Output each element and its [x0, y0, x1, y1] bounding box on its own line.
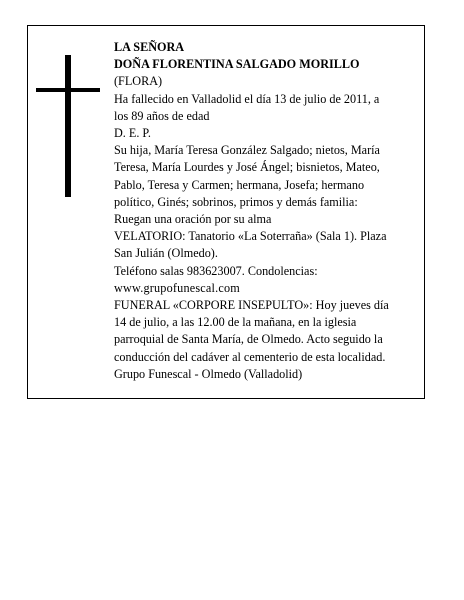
- cross-horizontal-bar: [36, 88, 100, 92]
- latin-cross-icon: [36, 55, 100, 197]
- phone-line: Teléfono salas 983623007. Condolencias:: [114, 263, 318, 278]
- condolences-website: www.grupofunescal.com: [114, 280, 240, 295]
- family-line-3: Pablo, Teresa y Carmen; hermana, Josefa; hermano: [114, 177, 365, 192]
- funeral-line-2: 14 de julio, a las 12.00 de la mañana, en la iglesia: [114, 315, 357, 330]
- family-line-1: Su hija, María Teresa González Salgado; nietos, María: [114, 143, 380, 158]
- wake-line-1: VELATORIO: Tanatorio «La Soterraña» (Sala 1). Plaza: [114, 229, 387, 244]
- wake-line-2: San Julián (Olmedo).: [114, 246, 218, 261]
- funeral-line-4: conducción del cadáver al cementerio de esta localidad.: [114, 349, 386, 364]
- family-line-4: político, Ginés; sobrinos, primos y demás familia:: [114, 194, 358, 209]
- cross-vertical-bar: [65, 55, 71, 197]
- funeral-line-1: FUNERAL «CORPORE INSEPULTO»: Hoy jueves día: [114, 298, 389, 313]
- funeral-home-signature: Grupo Funescal - Olmedo (Valladolid): [114, 366, 303, 381]
- deceased-nickname: (FLORA): [114, 74, 163, 89]
- deceased-name: DOÑA FLORENTINA SALGADO MORILLO: [114, 57, 360, 72]
- death-announcement-line-2: los 89 años de edad: [114, 108, 210, 123]
- funeral-line-3: parroquial de Santa María, de Olmedo. Acto seguido la: [114, 332, 383, 347]
- family-line-2: Teresa, María Lourdes y José Ángel; bisnietos, Mateo,: [114, 160, 380, 175]
- notice-title: LA SEÑORA: [114, 40, 185, 54]
- prayer-request: Ruegan una oración por su alma: [114, 212, 272, 227]
- rest-in-peace: D. E. P.: [114, 126, 151, 141]
- obituary-text: [114, 39, 434, 383]
- death-announcement-line-1: Ha fallecido en Valladolid el día 13 de julio de 2011, a: [114, 91, 380, 106]
